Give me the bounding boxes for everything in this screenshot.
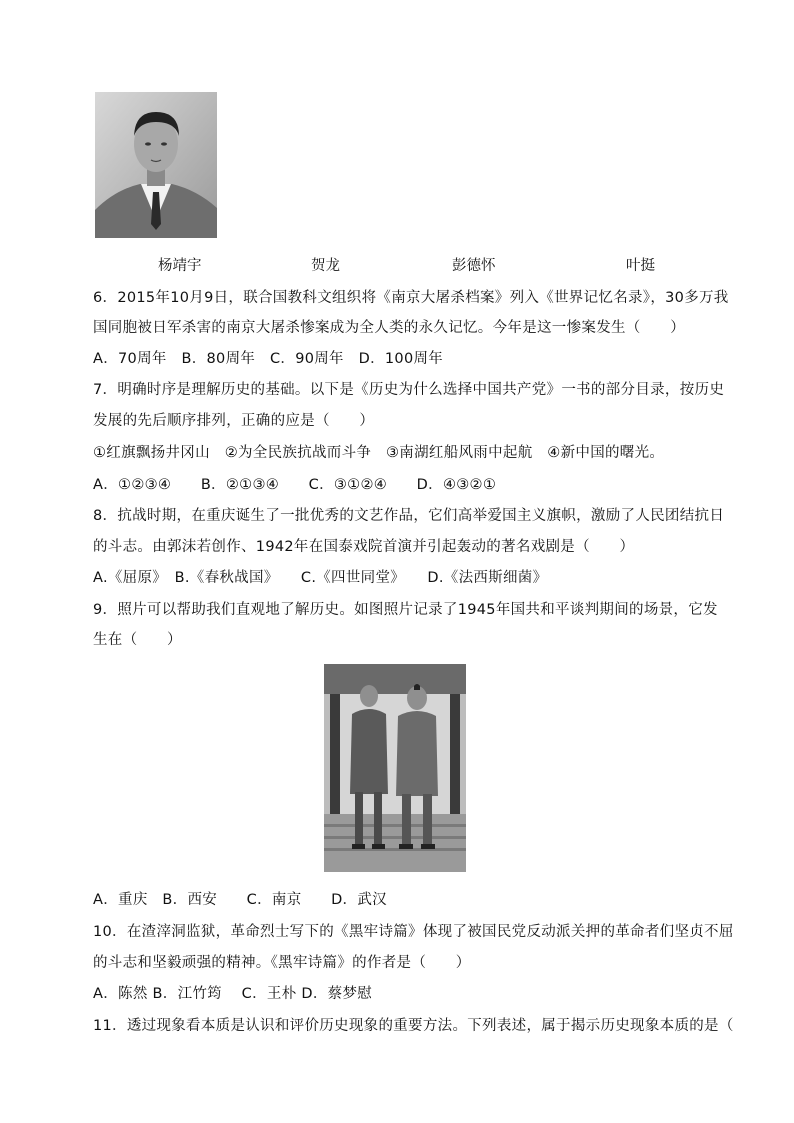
caption-ye-ting: 叶挺 (626, 258, 655, 274)
portrait-photo-icon (95, 92, 217, 238)
caption-he-long: 贺龙 (311, 258, 340, 274)
q9-options: A．重庆 B．西安 C．南京 D．武汉 (93, 892, 387, 908)
q6-line1: 6．2015年10月9日，联合国教科文组织将《南京大屠杀档案》列入《世界记忆名录》，30多万我 (93, 290, 729, 306)
q8-line1: 8．抗战时期，在重庆诞生了一批优秀的文艺作品，它们高举爱国主义旗帜，激励了人民团结抗日 (93, 508, 725, 524)
q7-items: ①红旗飘扬井冈山 ②为全民族抗战而斗争 ③南湖红船风雨中起航 ④新中国的曙光。 (93, 445, 665, 461)
q10-options: A．陈然 B．江竹筠 C．王朴 D．蔡梦慰 (93, 986, 373, 1002)
group-photo-icon (324, 664, 466, 872)
q7-line1: 7．明确时序是理解历史的基础。以下是《历史为什么选择中国共产党》一书的部分目录，按历史 (93, 382, 725, 398)
q9-line1: 9．照片可以帮助我们直观地了解历史。如图照片记录了1945年国共和平谈判期间的场景，它发 (93, 602, 718, 618)
q10-line2: 的斗志和坚毅顽强的精神。《黑牢诗篇》的作者是（ ） (93, 955, 471, 971)
q7-options: A．①②③④ B．②①③④ C．③①②④ D．④③②① (93, 477, 497, 493)
q7-line2: 发展的先后顺序排列，正确的应是（ ） (93, 413, 375, 429)
q10-line1: 10．在渣滓洞监狱，革命烈士写下的《黑牢诗篇》体现了被国民党反动派关押的革命者们坚贞不屈 (93, 924, 734, 940)
q6-line2: 国同胞被日军杀害的南京大屠杀惨案成为全人类的永久记忆。今年是这一惨案发生（ ） (93, 320, 685, 336)
caption-peng-dehuai: 彭德怀 (452, 258, 496, 274)
q9-line2: 生在（ ） (93, 632, 182, 648)
q6-options: A．70周年 B．80周年 C．90周年 D．100周年 (93, 351, 444, 367)
caption-yang-jingyu: 杨靖宇 (158, 258, 202, 274)
q8-options: A.《屈原》 B.《春秋战国》 C.《四世同堂》 D.《法西斯细菌》 (93, 570, 548, 586)
q8-line2: 的斗志。由郭沫若创作、1942年在国泰戏院首演并引起轰动的著名戏剧是（ ） (93, 539, 635, 555)
q11-line1: 11．透过现象看本质是认识和评价历史现象的重要方法。下列表述，属于揭示历史现象本质的是（ (93, 1018, 734, 1034)
